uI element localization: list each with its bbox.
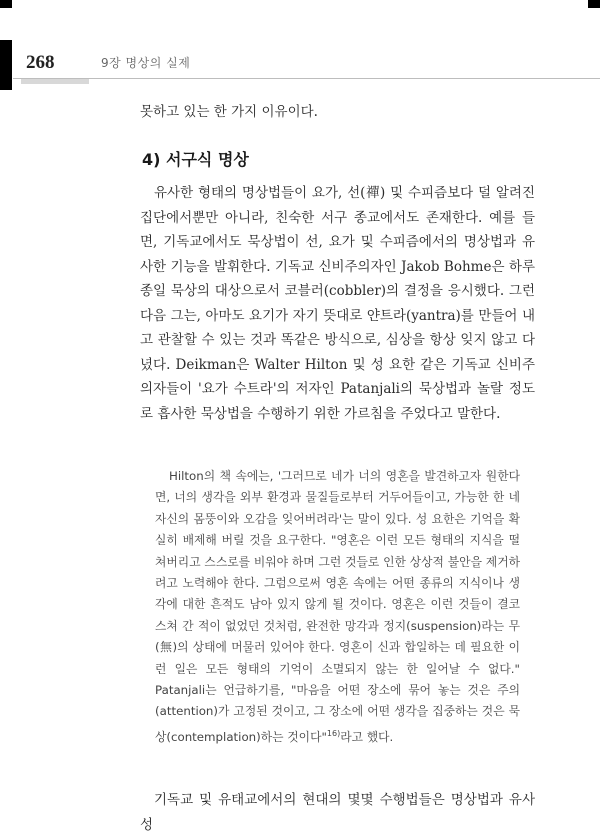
chapter-title: 9장 명상의 실제 (101, 56, 191, 70)
page-corner-mark (588, 0, 600, 8)
footnote-marker: 16) (326, 728, 341, 738)
quote-text: Hilton의 책 속에는, '그러므로 네가 너의 영혼을 발견하고자 원한다면, 너의 생각을 외부 환경과 물질들로부터 거두어들이고, 가능한 한 네 자신의 몸뚱이와 오감을 잊어버려라'는 말이 있다. 성 요한은 기억을 확실히 배제해 버릴 것을 요구한다. "영혼은 이런 모든 형태의 지식을 떨쳐버리고 스스로를 비워야 하며 그런 것들로 인한 상상적 불안을 제거하려고 노력해야 한다. 그럼으로써 영혼 속에는 어떤 종류의 지식이나 생각에 대한 흔적도 남아 있지 않게 될 것이다. 영혼은 이런 것들이 결코 스쳐 간 적이 없었던 것처럼, 완전한 망각과 정지(suspension)라는 무(無)의 상태에 머물러 있어야 한다. 영혼이 신과 합일하는 데 필요한 이런 일은 모든 형태의 기억이 소멸되지 않는 한 일어날 수 없다." Patanjali는 언급하기를, "마음을 어떤 장소에 묶어 놓는 것은 주의(attention)가 고정된 것이고, 그 장소에 어떤 생각을 집중하는 것은 묵상(contemplation)하는 것이다" (155, 469, 520, 744)
header-rule (13, 78, 600, 79)
page-corner-mark (0, 0, 12, 8)
intro-line: 못하고 있는 한 가지 이유이다. (140, 104, 318, 120)
running-header (13, 48, 600, 78)
main-paragraph: 유사한 형태의 명상법들이 요가, 선(禪) 및 수피즘보다 덜 알려진 집단에서뿐만 아니라, 친숙한 서구 종교에서도 존재한다. 예를 들면, 기독교에서도 묵상법이 선, 요가 및 수피즘에서의 명상법과 유사한 기능을 발휘한다. 기독교 신비주의자인 Jakob Bohme은 하루종일 묵상의 대상으로서 코블러(cobbler)의 결정을 응시했다. 그런 다음 그는, 아마도 요기가 자기 뜻대로 얀트라(yantra)를 만들어 내고 관찰할 수 있는 것과 똑같은 방식으로, 심상을 항상 잊지 않고 다녔다. Deikman은 Walter Hilton 및 성 요한 같은 기독교 신비주의자들이 '요가 수트라'의 저자인 Patanjali의 묵상법과 놀랄 정도로 흡사한 묵상법을 수행하기 위한 가르침을 주었다고 말한다. (140, 185, 535, 422)
page-edge-band (0, 40, 12, 90)
quote-tail: 라고 했다. (340, 729, 394, 744)
section-heading: 4) 서구식 명상 (142, 150, 249, 169)
last-paragraph: 기독교 및 유태교에서의 현대의 몇몇 수행법들은 명상법과 유사성 (140, 792, 535, 833)
page-number: 268 (26, 52, 55, 73)
block-quote (155, 466, 520, 748)
